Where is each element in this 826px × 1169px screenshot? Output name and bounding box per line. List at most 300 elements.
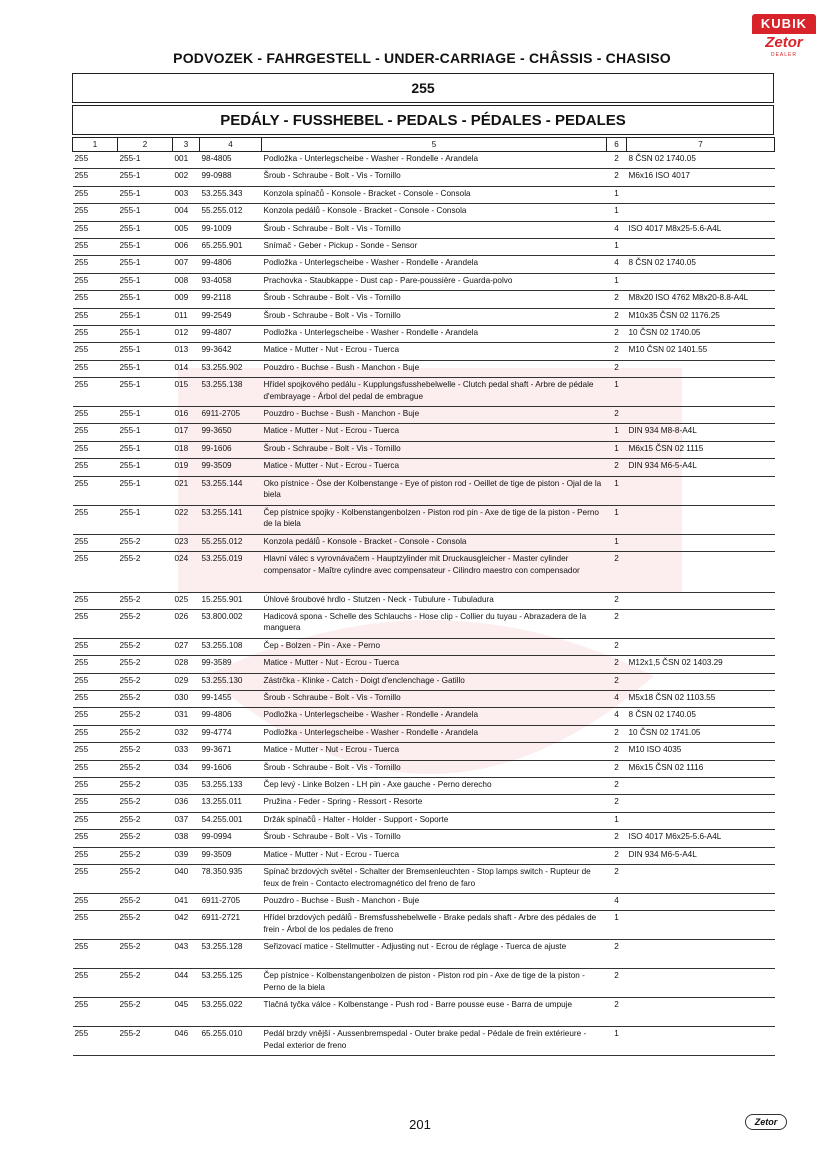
group-number: 255 — [72, 73, 774, 103]
cell-figure: 255-2 — [118, 847, 173, 864]
cell-note: ISO 4017 M8x25-5.6-A4L — [627, 221, 775, 238]
cell-group: 255 — [73, 169, 118, 186]
table-header-row — [73, 138, 775, 152]
cell-quantity: 1 — [607, 424, 627, 441]
cell-position: 012 — [173, 325, 200, 342]
cell-note: 8 ČSN 02 1740.05 — [627, 256, 775, 273]
cell-group: 255 — [73, 691, 118, 708]
table-row — [73, 505, 775, 534]
cell-quantity: 2 — [607, 325, 627, 342]
table-row — [73, 940, 775, 969]
cell-position: 022 — [173, 505, 200, 534]
cell-figure: 255-1 — [118, 505, 173, 534]
cell-quantity: 1 — [607, 911, 627, 940]
cell-group: 255 — [73, 743, 118, 760]
table-row — [73, 204, 775, 221]
cell-quantity: 2 — [607, 969, 627, 998]
cell-figure: 255-2 — [118, 795, 173, 812]
cell-description: Šroub - Schraube - Bolt - Vis - Tornillo — [262, 221, 607, 238]
table-row — [73, 152, 775, 169]
cell-description: Pouzdro - Buchse - Bush - Manchon - Buje — [262, 407, 607, 424]
cell-group: 255 — [73, 894, 118, 911]
cell-quantity: 2 — [607, 291, 627, 308]
cell-position: 015 — [173, 378, 200, 407]
cell-description: Seřizovací matice - Stellmutter - Adjusting nut - Ecrou de réglage - Tuerca de ajuste — [262, 940, 607, 969]
cell-quantity: 4 — [607, 256, 627, 273]
logo-sub: DEALER — [770, 52, 797, 58]
cell-note: ISO 4017 M6x25-5.6-A4L — [627, 830, 775, 847]
cell-group: 255 — [73, 505, 118, 534]
table-row — [73, 291, 775, 308]
cell-position: 040 — [173, 865, 200, 894]
page-number: 201 — [409, 1117, 431, 1132]
cell-quantity: 2 — [607, 778, 627, 795]
cell-quantity: 2 — [607, 673, 627, 690]
cell-group: 255 — [73, 291, 118, 308]
table-row — [73, 343, 775, 360]
cell-part-number: 99-1455 — [200, 691, 262, 708]
cell-figure: 255-2 — [118, 969, 173, 998]
cell-description: Čep pístnice spojky - Kolbenstangenbolzen - Piston rod pin - Axe de tige de la piston - Perno de la biela — [262, 505, 607, 534]
cell-figure: 255-2 — [118, 609, 173, 638]
cell-description: Snímač - Geber - Pickup - Sonde - Sensor — [262, 238, 607, 255]
table-row — [73, 847, 775, 864]
cell-part-number: 53.255.343 — [200, 186, 262, 203]
table-row — [73, 609, 775, 638]
cell-group: 255 — [73, 969, 118, 998]
table-row — [73, 894, 775, 911]
cell-quantity: 2 — [607, 360, 627, 377]
cell-note: M6x15 ČSN 02 1116 — [627, 760, 775, 777]
cell-note — [627, 407, 775, 424]
table-row — [73, 476, 775, 505]
cell-figure: 255-2 — [118, 673, 173, 690]
cell-description: Šroub - Schraube - Bolt - Vis - Tornillo — [262, 691, 607, 708]
cell-note — [627, 378, 775, 407]
cell-quantity: 2 — [607, 795, 627, 812]
cell-note — [627, 1027, 775, 1056]
cell-position: 035 — [173, 778, 200, 795]
cell-quantity: 1 — [607, 534, 627, 551]
cell-quantity: 2 — [607, 760, 627, 777]
cell-note — [627, 360, 775, 377]
cell-group: 255 — [73, 360, 118, 377]
cell-note: DIN 934 M8-8-A4L — [627, 424, 775, 441]
cell-figure: 255-2 — [118, 534, 173, 551]
cell-note: M6x16 ISO 4017 — [627, 169, 775, 186]
cell-description: Šroub - Schraube - Bolt - Vis - Tornillo — [262, 441, 607, 458]
cell-figure: 255-1 — [118, 407, 173, 424]
cell-group: 255 — [73, 204, 118, 221]
cell-part-number: 53.255.141 — [200, 505, 262, 534]
cell-figure: 255-1 — [118, 424, 173, 441]
cell-note — [627, 273, 775, 290]
cell-quantity: 4 — [607, 221, 627, 238]
cell-group: 255 — [73, 459, 118, 476]
cell-group: 255 — [73, 725, 118, 742]
table-row — [73, 691, 775, 708]
cell-description: Matice - Mutter - Nut - Ecrou - Tuerca — [262, 743, 607, 760]
cell-position: 036 — [173, 795, 200, 812]
cell-position: 037 — [173, 812, 200, 829]
cell-note: 8 ČSN 02 1740.05 — [627, 708, 775, 725]
cell-position: 018 — [173, 441, 200, 458]
cell-group: 255 — [73, 441, 118, 458]
cell-quantity: 4 — [607, 691, 627, 708]
table-row — [73, 424, 775, 441]
cell-position: 032 — [173, 725, 200, 742]
cell-group: 255 — [73, 708, 118, 725]
cell-quantity: 2 — [607, 152, 627, 169]
cell-description: Matice - Mutter - Nut - Ecrou - Tuerca — [262, 343, 607, 360]
cell-figure: 255-2 — [118, 691, 173, 708]
cell-figure: 255-1 — [118, 325, 173, 342]
cell-group: 255 — [73, 778, 118, 795]
cell-description: Šroub - Schraube - Bolt - Vis - Tornillo — [262, 169, 607, 186]
cell-part-number: 53.255.144 — [200, 476, 262, 505]
cell-description: Hadicová spona - Schelle des Schlauchs - Hose clip - Collier du tuyau - Abrazadera de la manguera — [262, 609, 607, 638]
cell-description: Hlavní válec s vyrovnávačem - Hauptzylinder mit Druckausgleicher - Master cylinder compensator - Maître cylindre avec compensateur - Cilindro maestro con compensador — [262, 552, 607, 593]
column-header: 3 — [173, 138, 200, 152]
parts-table — [72, 137, 775, 1056]
cell-part-number: 53.255.108 — [200, 638, 262, 655]
table-row — [73, 308, 775, 325]
table-row — [73, 552, 775, 593]
cell-part-number: 53.255.128 — [200, 940, 262, 969]
cell-quantity: 1 — [607, 186, 627, 203]
table-row — [73, 708, 775, 725]
cell-figure: 255-1 — [118, 291, 173, 308]
cell-part-number: 53.255.022 — [200, 998, 262, 1027]
cell-description: Pouzdro - Buchse - Bush - Manchon - Buje — [262, 894, 607, 911]
table-row — [73, 221, 775, 238]
cell-part-number: 99-4806 — [200, 708, 262, 725]
cell-position: 045 — [173, 998, 200, 1027]
cell-figure: 255-2 — [118, 708, 173, 725]
cell-figure: 255-1 — [118, 441, 173, 458]
cell-group: 255 — [73, 847, 118, 864]
table-row — [73, 656, 775, 673]
cell-description: Spínač brzdových světel - Schalter der Bremsenleuchten - Stop lamps switch - Rupteur de feux de frein - Contacto electromagnético del freno de faro — [262, 865, 607, 894]
cell-figure: 255-1 — [118, 204, 173, 221]
cell-description: Konzola pedálů - Konsole - Bracket - Console - Consola — [262, 204, 607, 221]
cell-position: 005 — [173, 221, 200, 238]
cell-quantity: 4 — [607, 708, 627, 725]
cell-position: 017 — [173, 424, 200, 441]
cell-position: 021 — [173, 476, 200, 505]
cell-part-number: 93-4058 — [200, 273, 262, 290]
cell-figure: 255-2 — [118, 911, 173, 940]
column-header: 6 — [607, 138, 627, 152]
cell-position: 034 — [173, 760, 200, 777]
cell-note: M10x35 ČSN 02 1176.25 — [627, 308, 775, 325]
cell-description: Konzola spínačů - Konsole - Bracket - Console - Consola — [262, 186, 607, 203]
cell-position: 030 — [173, 691, 200, 708]
cell-position: 029 — [173, 673, 200, 690]
cell-group: 255 — [73, 812, 118, 829]
cell-group: 255 — [73, 552, 118, 593]
cell-group: 255 — [73, 760, 118, 777]
cell-position: 008 — [173, 273, 200, 290]
cell-note — [627, 476, 775, 505]
cell-quantity: 1 — [607, 505, 627, 534]
cell-quantity: 1 — [607, 1027, 627, 1056]
cell-quantity: 2 — [607, 656, 627, 673]
cell-quantity: 2 — [607, 308, 627, 325]
cell-part-number: 53.255.130 — [200, 673, 262, 690]
cell-group: 255 — [73, 998, 118, 1027]
cell-note: 10 ČSN 02 1741.05 — [627, 725, 775, 742]
table-row — [73, 407, 775, 424]
cell-figure: 255-2 — [118, 638, 173, 655]
table-row — [73, 725, 775, 742]
cell-figure: 255-2 — [118, 760, 173, 777]
cell-position: 004 — [173, 204, 200, 221]
table-row — [73, 360, 775, 377]
table-row — [73, 1027, 775, 1056]
table-row — [73, 778, 775, 795]
cell-part-number: 53.800.002 — [200, 609, 262, 638]
logo-brand: KUBIK — [752, 14, 816, 34]
cell-group: 255 — [73, 534, 118, 551]
cell-position: 014 — [173, 360, 200, 377]
table-row — [73, 760, 775, 777]
cell-quantity: 2 — [607, 459, 627, 476]
cell-part-number: 99-4806 — [200, 256, 262, 273]
cell-part-number: 13.255.011 — [200, 795, 262, 812]
cell-note — [627, 812, 775, 829]
column-header: 1 — [73, 138, 118, 152]
cell-group: 255 — [73, 592, 118, 609]
cell-group: 255 — [73, 865, 118, 894]
cell-note — [627, 940, 775, 969]
cell-quantity: 2 — [607, 865, 627, 894]
cell-figure: 255-1 — [118, 152, 173, 169]
cell-figure: 255-1 — [118, 360, 173, 377]
cell-note: M6x15 ČSN 02 1115 — [627, 441, 775, 458]
cell-description: Čep - Bolzen - Pin - Axe - Perno — [262, 638, 607, 655]
cell-quantity: 2 — [607, 592, 627, 609]
cell-part-number: 54.255.001 — [200, 812, 262, 829]
cell-quantity: 2 — [607, 343, 627, 360]
cell-description: Čep pístnice - Kolbenstangenbolzen de piston - Piston rod pin - Axe de tige de la piston - Perno de la biela — [262, 969, 607, 998]
table-row — [73, 911, 775, 940]
cell-quantity: 1 — [607, 378, 627, 407]
cell-description: Pružina - Feder - Spring - Ressort - Resorte — [262, 795, 607, 812]
section-title: PEDÁLY - FUSSHEBEL - PEDALS - PÉDALES - PEDALES — [72, 105, 774, 135]
cell-quantity: 1 — [607, 441, 627, 458]
cell-part-number: 15.255.901 — [200, 592, 262, 609]
table-row — [73, 238, 775, 255]
cell-part-number: 99-2118 — [200, 291, 262, 308]
cell-part-number: 53.255.133 — [200, 778, 262, 795]
cell-figure: 255-2 — [118, 940, 173, 969]
table-row — [73, 743, 775, 760]
cell-group: 255 — [73, 378, 118, 407]
cell-part-number: 55.255.012 — [200, 204, 262, 221]
parts-table-body — [73, 152, 775, 1056]
cell-part-number: 55.255.012 — [200, 534, 262, 551]
cell-quantity: 2 — [607, 407, 627, 424]
cell-position: 039 — [173, 847, 200, 864]
cell-figure: 255-2 — [118, 725, 173, 742]
cell-figure: 255-1 — [118, 186, 173, 203]
table-row — [73, 256, 775, 273]
cell-description: Šroub - Schraube - Bolt - Vis - Tornillo — [262, 760, 607, 777]
cell-group: 255 — [73, 795, 118, 812]
cell-part-number: 6911-2705 — [200, 894, 262, 911]
column-header: 2 — [118, 138, 173, 152]
cell-note — [627, 673, 775, 690]
cell-position: 024 — [173, 552, 200, 593]
cell-part-number: 99-3642 — [200, 343, 262, 360]
cell-description: Matice - Mutter - Nut - Ecrou - Tuerca — [262, 656, 607, 673]
cell-figure: 255-2 — [118, 1027, 173, 1056]
cell-description: Hřídel spojkového pedálu - Kupplungsfusshebelwelle - Clutch pedal shaft - Arbre de pédale d'embrayage - Árbol del pedal de embrague — [262, 378, 607, 407]
cell-part-number: 99-2549 — [200, 308, 262, 325]
page-title: PODVOZEK - FAHRGESTELL - UNDER-CARRIAGE - CHÂSSIS - CHASISO — [173, 50, 671, 66]
table-row — [73, 969, 775, 998]
cell-position: 003 — [173, 186, 200, 203]
cell-position: 026 — [173, 609, 200, 638]
cell-figure: 255-2 — [118, 812, 173, 829]
cell-figure: 255-1 — [118, 238, 173, 255]
cell-part-number: 53.255.902 — [200, 360, 262, 377]
cell-position: 046 — [173, 1027, 200, 1056]
cell-note: M12x1,5 ČSN 02 1403.29 — [627, 656, 775, 673]
cell-position: 006 — [173, 238, 200, 255]
cell-position: 019 — [173, 459, 200, 476]
cell-figure: 255-2 — [118, 830, 173, 847]
cell-part-number: 99-3509 — [200, 459, 262, 476]
cell-description: Čep levý - Linke Bolzen - LH pin - Axe gauche - Perno derecho — [262, 778, 607, 795]
cell-note: M5x18 ČSN 02 1103.55 — [627, 691, 775, 708]
cell-group: 255 — [73, 830, 118, 847]
cell-group: 255 — [73, 476, 118, 505]
cell-group: 255 — [73, 221, 118, 238]
table-row — [73, 325, 775, 342]
cell-note — [627, 795, 775, 812]
cell-figure: 255-1 — [118, 169, 173, 186]
cell-description: Úhlové šroubové hrdlo - Stutzen - Neck - Tubulure - Tubuladura — [262, 592, 607, 609]
cell-group: 255 — [73, 325, 118, 342]
cell-group: 255 — [73, 407, 118, 424]
cell-group: 255 — [73, 152, 118, 169]
cell-note — [627, 204, 775, 221]
cell-position: 013 — [173, 343, 200, 360]
cell-quantity: 4 — [607, 894, 627, 911]
cell-note — [627, 969, 775, 998]
cell-group: 255 — [73, 186, 118, 203]
cell-note — [627, 998, 775, 1027]
footer-zetor-logo: Zetor — [745, 1114, 787, 1130]
cell-position: 007 — [173, 256, 200, 273]
cell-position: 044 — [173, 969, 200, 998]
cell-part-number: 99-4774 — [200, 725, 262, 742]
table-row — [73, 812, 775, 829]
cell-part-number: 53.255.125 — [200, 969, 262, 998]
table-row — [73, 638, 775, 655]
cell-quantity: 2 — [607, 743, 627, 760]
cell-description: Matice - Mutter - Nut - Ecrou - Tuerca — [262, 424, 607, 441]
table-row — [73, 592, 775, 609]
cell-position: 041 — [173, 894, 200, 911]
cell-note — [627, 186, 775, 203]
cell-position: 016 — [173, 407, 200, 424]
cell-note — [627, 552, 775, 593]
cell-group: 255 — [73, 343, 118, 360]
cell-quantity: 2 — [607, 609, 627, 638]
cell-figure: 255-1 — [118, 459, 173, 476]
cell-note — [627, 609, 775, 638]
cell-note: M10 ISO 4035 — [627, 743, 775, 760]
cell-quantity: 2 — [607, 725, 627, 742]
cell-part-number: 99-1009 — [200, 221, 262, 238]
cell-figure: 255-2 — [118, 998, 173, 1027]
cell-note — [627, 534, 775, 551]
table-row — [73, 534, 775, 551]
cell-figure: 255-2 — [118, 894, 173, 911]
cell-quantity: 2 — [607, 830, 627, 847]
logo-zetor: Zetor — [765, 34, 803, 51]
cell-quantity: 2 — [607, 638, 627, 655]
cell-position: 009 — [173, 291, 200, 308]
cell-quantity: 1 — [607, 238, 627, 255]
cell-group: 255 — [73, 609, 118, 638]
cell-position: 025 — [173, 592, 200, 609]
cell-figure: 255-1 — [118, 256, 173, 273]
column-header: 7 — [627, 138, 775, 152]
table-row — [73, 795, 775, 812]
table-row — [73, 673, 775, 690]
cell-part-number: 99-0988 — [200, 169, 262, 186]
cell-position: 027 — [173, 638, 200, 655]
cell-part-number: 99-1606 — [200, 441, 262, 458]
cell-part-number: 53.255.138 — [200, 378, 262, 407]
cell-description: Šroub - Schraube - Bolt - Vis - Tornillo — [262, 308, 607, 325]
cell-note: 8 ČSN 02 1740.05 — [627, 152, 775, 169]
cell-figure: 255-1 — [118, 308, 173, 325]
cell-note — [627, 638, 775, 655]
cell-note — [627, 865, 775, 894]
table-row — [73, 865, 775, 894]
cell-note — [627, 592, 775, 609]
cell-group: 255 — [73, 656, 118, 673]
cell-group: 255 — [73, 273, 118, 290]
cell-note: DIN 934 M6-5-A4L — [627, 459, 775, 476]
table-row — [73, 998, 775, 1027]
table-row — [73, 459, 775, 476]
cell-group: 255 — [73, 638, 118, 655]
cell-part-number: 99-3671 — [200, 743, 262, 760]
cell-quantity: 2 — [607, 940, 627, 969]
cell-description: Matice - Mutter - Nut - Ecrou - Tuerca — [262, 459, 607, 476]
cell-part-number: 78.350.935 — [200, 865, 262, 894]
cell-group: 255 — [73, 1027, 118, 1056]
cell-description: Držák spínačů - Halter - Holder - Support - Soporte — [262, 812, 607, 829]
cell-figure: 255-1 — [118, 221, 173, 238]
cell-group: 255 — [73, 424, 118, 441]
cell-group: 255 — [73, 673, 118, 690]
cell-group: 255 — [73, 308, 118, 325]
cell-description: Podložka - Unterlegscheibe - Washer - Rondelle - Arandela — [262, 152, 607, 169]
cell-description: Konzola pedálů - Konsole - Bracket - Console - Consola — [262, 534, 607, 551]
cell-part-number: 6911-2705 — [200, 407, 262, 424]
cell-quantity: 1 — [607, 812, 627, 829]
column-header: 4 — [200, 138, 262, 152]
cell-position: 002 — [173, 169, 200, 186]
cell-description: Pouzdro - Buchse - Bush - Manchon - Buje — [262, 360, 607, 377]
